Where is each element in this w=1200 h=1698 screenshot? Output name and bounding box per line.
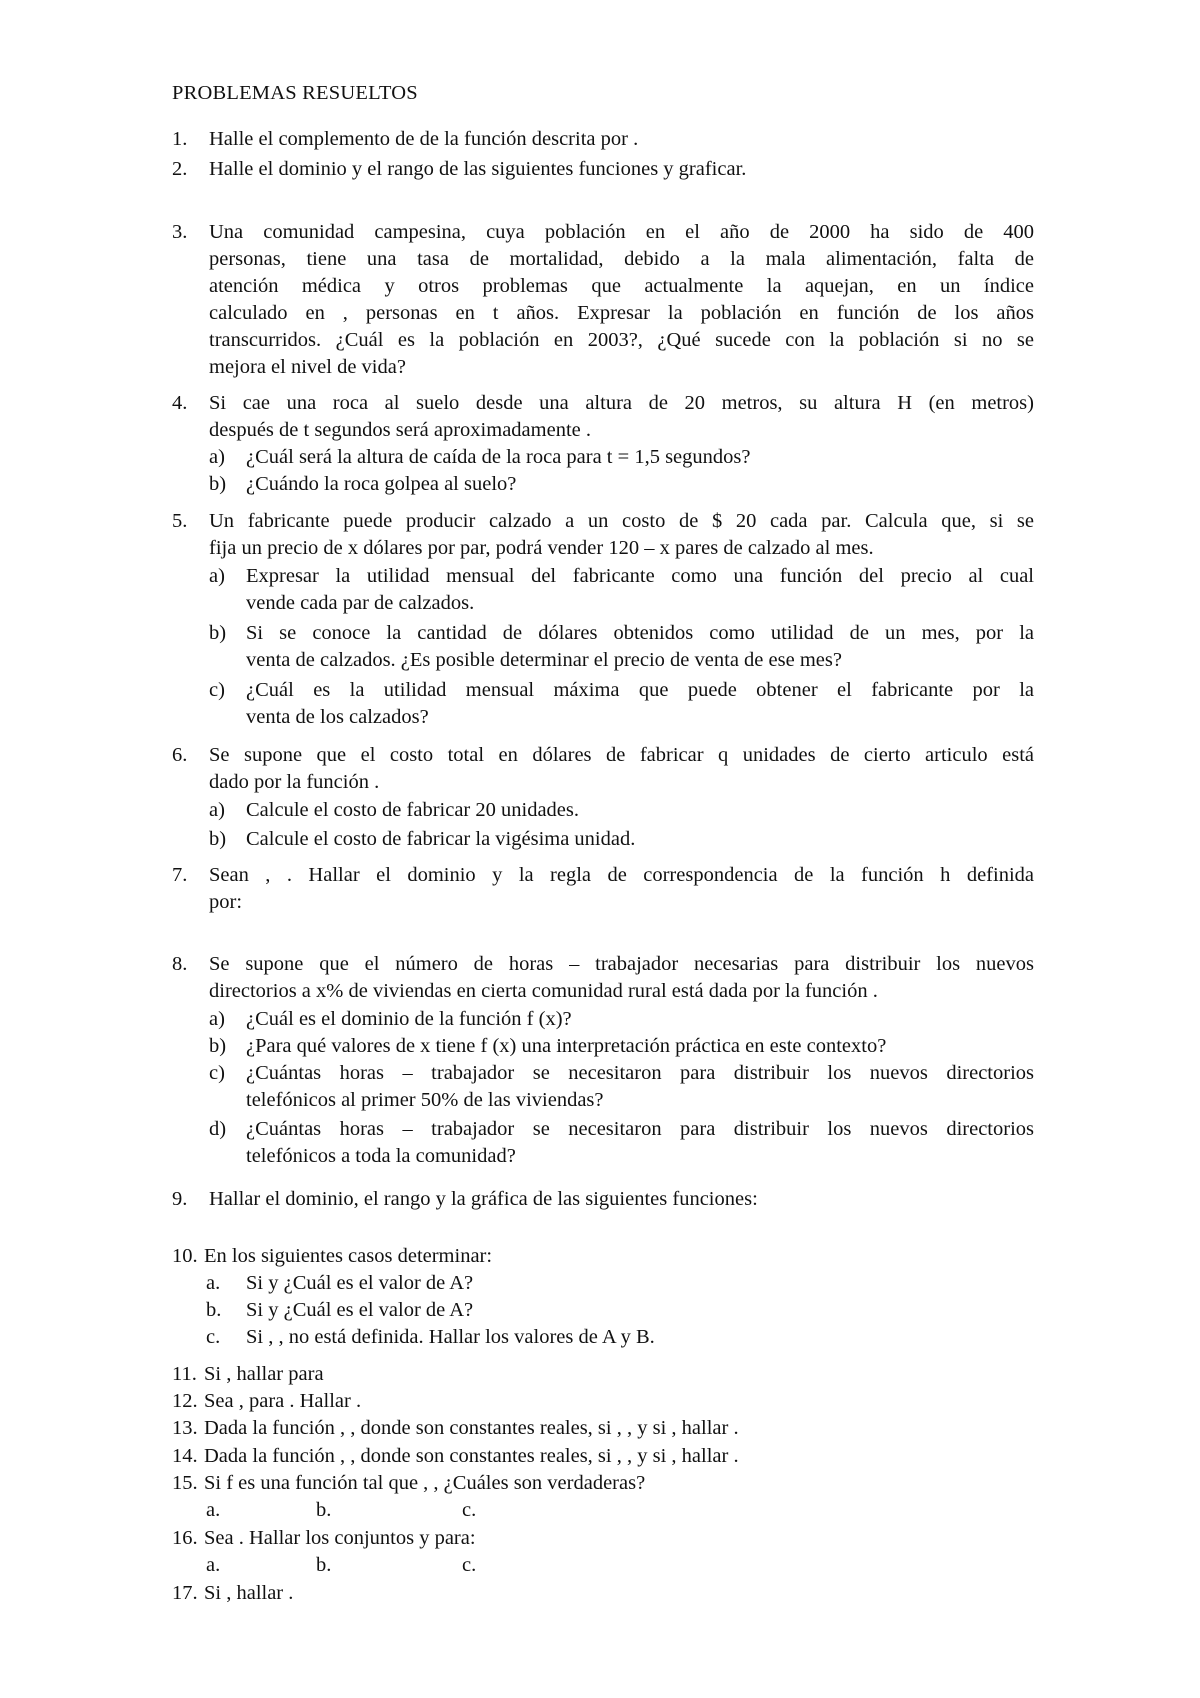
problem-text-line: calculado en , personas en t años. Expresar la población en función de los años <box>209 302 1034 324</box>
sub-item-label: a) <box>209 565 225 587</box>
problem-text-line: después de t segundos será aproximadamente . <box>209 419 591 441</box>
option-label: a. <box>206 1554 221 1576</box>
option-label: c. <box>462 1499 477 1521</box>
problem-text: Hallar el dominio, el rango y la gráfica de las siguientes funciones: <box>209 1188 758 1210</box>
sub-item-label: c) <box>209 1062 225 1084</box>
problem-text-line: personas, tiene una tasa de mortalidad, debido a la mala alimentación, falta de <box>209 248 1034 270</box>
problem-number: 4. <box>172 392 188 414</box>
problem-text-line: directorios a x% de viviendas en cierta comunidad rural está dada por la función . <box>209 980 878 1002</box>
problem-text-line: Sean , . Hallar el dominio y la regla de correspondencia de la función h definida <box>209 864 1034 886</box>
sub-item-text: telefónicos al primer 50% de las viviendas? <box>246 1089 604 1111</box>
problem-text-line: Si cae una roca al suelo desde una altura de 20 metros, su altura H (en metros) <box>209 392 1034 414</box>
sub-item-label: b) <box>209 828 227 850</box>
problem-number: 16. <box>172 1527 198 1549</box>
sub-item-label: a) <box>209 446 225 468</box>
sub-item-text: Si , , no está definida. Hallar los valores de A y B. <box>246 1326 655 1348</box>
sub-item-label: c. <box>206 1326 221 1348</box>
problem-number: 9. <box>172 1188 188 1210</box>
page-title: PROBLEMAS RESUELTOS <box>172 82 418 104</box>
problem-text-line: atención médica y otros problemas que actualmente la aquejan, en un índice <box>209 275 1034 297</box>
problem-text: Sea . Hallar los conjuntos y para: <box>204 1527 476 1549</box>
problem-number: 7. <box>172 864 188 886</box>
problem-text: Si f es una función tal que , , ¿Cuáles son verdaderas? <box>204 1472 646 1494</box>
sub-item-text: venta de los calzados? <box>246 706 429 728</box>
sub-item-text: venta de calzados. ¿Es posible determinar el precio de venta de ese mes? <box>246 649 842 671</box>
problem-text: En los siguientes casos determinar: <box>204 1245 493 1267</box>
problem-number: 14. <box>172 1445 198 1467</box>
sub-item-label: a. <box>206 1272 221 1294</box>
problem-number: 1. <box>172 128 188 150</box>
problem-text-line: Un fabricante puede producir calzado a un costo de $ 20 cada par. Calcula que, si se <box>209 510 1034 532</box>
problem-text-line: Se supone que el número de horas – trabajador necesarias para distribuir los nuevos <box>209 953 1034 975</box>
problem-text-line: dado por la función . <box>209 771 380 793</box>
sub-item-text: ¿Cuál será la altura de caída de la roca para t = 1,5 segundos? <box>246 446 751 468</box>
problem-number: 3. <box>172 221 188 243</box>
problem-text: Si , hallar . <box>204 1582 294 1604</box>
problem-text-line: mejora el nivel de vida? <box>209 356 406 378</box>
sub-item-label: b) <box>209 622 227 644</box>
problem-number: 10. <box>172 1245 198 1267</box>
sub-item-label: b) <box>209 1035 227 1057</box>
option-label: b. <box>316 1499 332 1521</box>
sub-item-text: ¿Cuántas horas – trabajador se necesitaron para distribuir los nuevos directorios <box>246 1062 1034 1084</box>
problem-text: Si , hallar para <box>204 1363 324 1385</box>
option-label: c. <box>462 1554 477 1576</box>
problem-text: Dada la función , , donde son constantes reales, si , , y si , hallar . <box>204 1445 739 1467</box>
problem-text-line: Se supone que el costo total en dólares de fabricar q unidades de cierto articulo está <box>209 744 1034 766</box>
sub-item-text: ¿Cuál es el dominio de la función f (x)? <box>246 1008 572 1030</box>
problem-number: 5. <box>172 510 188 532</box>
sub-item-text: ¿Cuántas horas – trabajador se necesitaron para distribuir los nuevos directorios <box>246 1118 1034 1140</box>
problem-number: 12. <box>172 1390 198 1412</box>
sub-item-label: d) <box>209 1118 227 1140</box>
sub-item-label: c) <box>209 679 225 701</box>
sub-item-text: Calcule el costo de fabricar la vigésima unidad. <box>246 828 636 850</box>
sub-item-text: Si y ¿Cuál es el valor de A? <box>246 1299 474 1321</box>
sub-item-text: telefónicos a toda la comunidad? <box>246 1145 516 1167</box>
problem-number: 17. <box>172 1582 198 1604</box>
problem-number: 6. <box>172 744 188 766</box>
problem-text: Halle el dominio y el rango de las siguientes funciones y graficar. <box>209 158 747 180</box>
problem-number: 15. <box>172 1472 198 1494</box>
problem-number: 11. <box>172 1363 197 1385</box>
problem-text: Halle el complemento de de la función descrita por . <box>209 128 639 150</box>
problem-text-line: por: <box>209 891 243 913</box>
sub-item-text: ¿Cuándo la roca golpea al suelo? <box>246 473 517 495</box>
problem-text-line: transcurridos. ¿Cuál es la población en 2003?, ¿Qué sucede con la población si no se <box>209 329 1034 351</box>
sub-item-text: ¿Cuál es la utilidad mensual máxima que puede obtener el fabricante por la <box>246 679 1034 701</box>
sub-item-text: Si se conoce la cantidad de dólares obtenidos como utilidad de un mes, por la <box>246 622 1034 644</box>
problem-text: Dada la función , , donde son constantes reales, si , , y si , hallar . <box>204 1417 739 1439</box>
problem-text: Sea , para . Hallar . <box>204 1390 362 1412</box>
sub-item-label: a) <box>209 799 225 821</box>
problem-number: 2. <box>172 158 188 180</box>
sub-item-label: a) <box>209 1008 225 1030</box>
problem-number: 8. <box>172 953 188 975</box>
problem-text-line: fija un precio de x dólares por par, podrá vender 120 – x pares de calzado al mes. <box>209 537 874 559</box>
sub-item-text: Si y ¿Cuál es el valor de A? <box>246 1272 474 1294</box>
sub-item-label: b. <box>206 1299 222 1321</box>
sub-item-text: ¿Para qué valores de x tiene f (x) una interpretación práctica en este contexto? <box>246 1035 887 1057</box>
sub-item-text: Expresar la utilidad mensual del fabricante como una función del precio al cual <box>246 565 1034 587</box>
problem-number: 13. <box>172 1417 198 1439</box>
option-label: a. <box>206 1499 221 1521</box>
sub-item-text: Calcule el costo de fabricar 20 unidades. <box>246 799 579 821</box>
option-label: b. <box>316 1554 332 1576</box>
sub-item-text: vende cada par de calzados. <box>246 592 475 614</box>
problem-text-line: Una comunidad campesina, cuya población en el año de 2000 ha sido de 400 <box>209 221 1034 243</box>
sub-item-label: b) <box>209 473 227 495</box>
